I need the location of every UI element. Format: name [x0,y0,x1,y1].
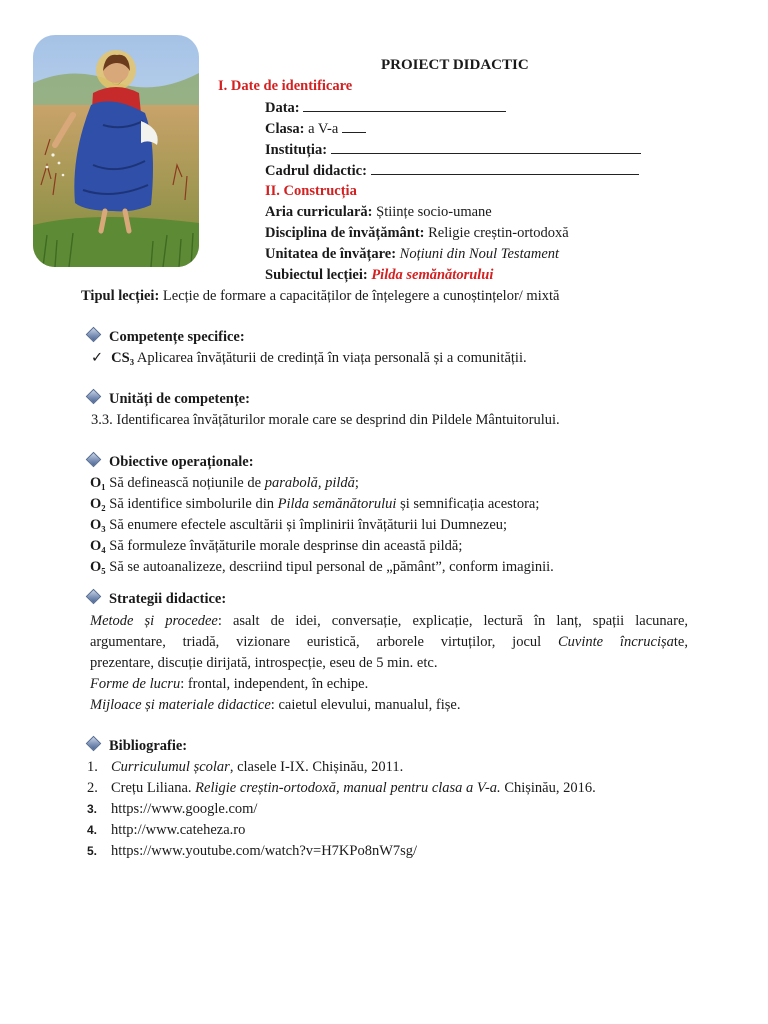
learning-unit-value: Noțiuni din Noul Testament [399,246,560,262]
class-blank [342,120,366,133]
bibliography-link[interactable]: http://www.cateheza.ro [111,822,246,838]
bibliography-number: 4. [87,823,98,837]
class-value: a V-a [308,121,339,137]
specific-competences-heading-text: Competențe specifice: [109,329,245,345]
objectives-heading [88,454,254,471]
curricular-area-value: Științe socio-umane [376,204,492,220]
bibliography-author: Crețu Liliana. [111,780,196,796]
methods-line-1 [90,613,688,630]
learning-unit-label: Unitatea de învățare: [265,246,397,262]
diamond-bullet-icon [86,736,102,752]
section-construction-heading: II. Construcția [265,183,357,199]
diamond-bullet-icon [86,327,102,343]
teaching-materials-value: : caietul elevului, manualul, fișe. [270,697,461,713]
objective-text: Să se autoanalizeze, descriind tipul personal de „pământ”, conform imaginii. [105,559,554,575]
page-title: PROIECT DIDACTIC [381,57,529,73]
strategies-heading-text: Strategii didactice: [109,591,227,607]
objective-text: Să formuleze învățăturile morale desprinse din această pildă; [105,538,463,554]
teacher-field [265,162,639,180]
objective-item [90,559,554,576]
strategies-heading [88,591,226,608]
discipline-label: Disciplina de învățământ: [265,225,425,241]
bibliography-number: 1. [87,759,98,775]
competence-unit-text: 3.3. Identificarea învățăturilor morale care se desprind din Pildele Mântuitorului. [91,412,560,428]
bibliography-item [87,801,257,818]
bibliography-link[interactable]: https://www.google.com/ [111,801,258,817]
objective-text: Să enumere efectele ascultării și împlinirii învățăturii lui Dumnezeu; [105,517,508,533]
objective-item [90,517,507,534]
section-identification-heading: I. Date de identificare [218,78,353,94]
competence-item [91,350,527,367]
competence-units-heading [88,391,250,408]
game-name: Cuvinte încrucișa [558,634,674,650]
lesson-type [81,288,559,305]
methods-line-2 [90,634,688,651]
lesson-type-value: Lecție de formare a capacităților de înțelegere a cunoștințelor/ mixtă [162,288,560,304]
lesson-type-label: Tipul lecției: [81,288,160,304]
checkmark-icon: ✓ [91,350,104,366]
objective-text-end: ; [354,475,359,491]
bibliography-item [87,843,417,860]
learning-unit [265,246,559,263]
discipline [265,225,569,242]
discipline-value: Religie creștin-ortodoxă [428,225,569,241]
lesson-subject-value: Pilda semănătorului [371,267,494,283]
bibliography-item [87,780,596,797]
objective-item [90,538,462,555]
methods-text: : asalt de idei, conversație, explicație, lectură în lanț, spații lacunare, [217,613,688,629]
bibliography-item [87,759,403,776]
teaching-materials [90,697,460,714]
teacher-label: Cadrul didactic: [265,163,367,179]
institution-label: Instituția: [265,142,328,158]
objective-code: O₅ [90,559,106,575]
objectives-heading-text: Obiective operaționale: [109,454,254,470]
diamond-bullet-icon [86,589,102,605]
work-forms-value: : frontal, independent, în echipe. [180,676,369,692]
bibliography-heading [88,738,187,755]
class-field [265,120,366,138]
methods-line-3: prezentare, discuție dirijată, introspecție, eseu de 5 min. etc. [90,655,438,671]
objective-code: O₁ [90,475,106,491]
sower-icon-image [33,35,199,267]
objective-emphasis: parabolă, pildă [264,475,355,491]
bibliography-number: 3. [87,802,98,816]
objective-item [90,475,359,492]
lesson-subject [265,267,493,284]
methods-label: Metode și procedee [90,613,218,629]
work-forms-label: Forme de lucru [90,676,181,692]
objective-code: O₂ [90,496,106,512]
objective-text: Să definească noțiunile de [105,475,265,491]
teaching-materials-label: Mijloace și materiale didactice [90,697,271,713]
institution-blank [331,141,641,154]
curricular-area [265,204,492,221]
curricular-area-label: Aria curriculară: [265,204,373,220]
game-name-end: te, [673,634,688,650]
objective-item [90,496,539,513]
bibliography-details: , clasele I-IX. Chișinău, 2011. [229,759,404,775]
institution-field [265,141,641,159]
specific-competences-heading [88,329,245,346]
bibliography-link[interactable]: https://www.youtube.com/watch?v=H7KPo8nW7sg/ [111,843,418,859]
date-field [265,99,506,117]
bibliography-details: Chișinău, 2016. [500,780,596,796]
diamond-bullet-icon [86,389,102,405]
methods-text: argumentare, triadă, vizionare euristică, arborele virtuților, jocul [90,634,558,650]
class-label: Clasa: [265,121,305,137]
bibliography-heading-text: Bibliografie: [109,738,188,754]
objective-code: O₄ [90,538,106,554]
competence-units-heading-text: Unități de competențe: [109,391,250,407]
diamond-bullet-icon [86,452,102,468]
bibliography-number: 5. [87,844,98,858]
competence-code: CS₃ [111,350,135,366]
work-forms [90,676,368,693]
objective-emphasis: Pilda semănătorului [277,496,397,512]
date-blank [303,99,506,112]
teacher-blank [371,162,639,175]
bibliography-item [87,822,245,839]
objective-text-end: și semnificația acestora; [396,496,540,512]
objective-text: Să identifice simbolurile din [105,496,278,512]
bibliography-title: Curriculumul școlar [111,759,230,775]
date-label: Data: [265,100,300,116]
competence-text: Aplicarea învățăturii de credință în viața personală și a comunității. [136,350,527,366]
lesson-subject-label: Subiectul lecției: [265,267,368,283]
bibliography-number: 2. [87,780,98,796]
objective-code: O₃ [90,517,106,533]
bibliography-title: Religie creștin-ortodoxă, manual pentru clasa a V-a. [195,780,501,796]
